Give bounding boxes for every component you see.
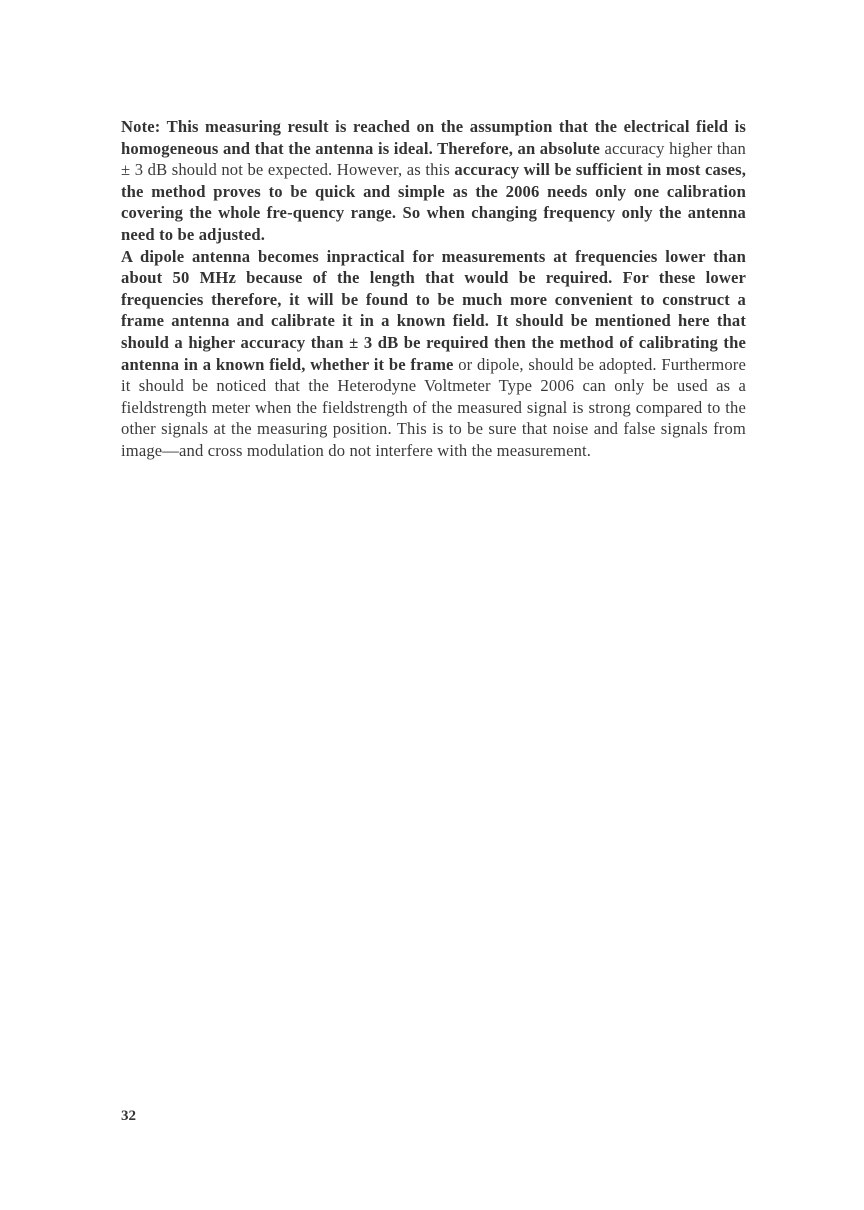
- body-text: [121, 116, 746, 462]
- page-number: 32: [121, 1108, 136, 1124]
- note-label: Note:: [121, 117, 161, 136]
- note-text-bold: This measuring result is reached on the assumption that the electrical field is homogeneous and that the antenna is ideal. Therefore, an absolute: [121, 117, 746, 158]
- dipole-text-bold: A dipole antenna becomes inpractical for measurements at frequencies lower than about 50 MHz because of the length that would be required. For these lower frequencies therefore, it will be found to be much more convenient to construct a frame antenna and calibrate it in a known field. It should be mentioned here that should a higher accuracy than ± 3 dB be required then the method of calibrating the antenna in a known field, whether it be frame: [121, 246, 746, 374]
- note-paragraph: [121, 116, 746, 246]
- note-text-light: accuracy higher than ± 3 dB should not be expected. However, as this: [121, 138, 746, 180]
- note-text-bold-2: accuracy will be sufficient in most cases, the method proves to be quick and simple as the 2006 needs only one calibration covering the whole fre-quency range. So when changing frequency only the antenna need to be adjusted.: [121, 160, 747, 244]
- dipole-text-light: or dipole, should be adopted. Furthermore it should be noticed that the Heterodyne Voltmeter Type 2006 can only be used as a fieldstrength meter when the fieldstrength of the measured signal is strong compared to the other signals at the measuring position. This is to be sure that noise and false signals from image—and cross modulation do not interfere with the measurement.: [121, 354, 746, 460]
- dipole-paragraph: [121, 246, 746, 462]
